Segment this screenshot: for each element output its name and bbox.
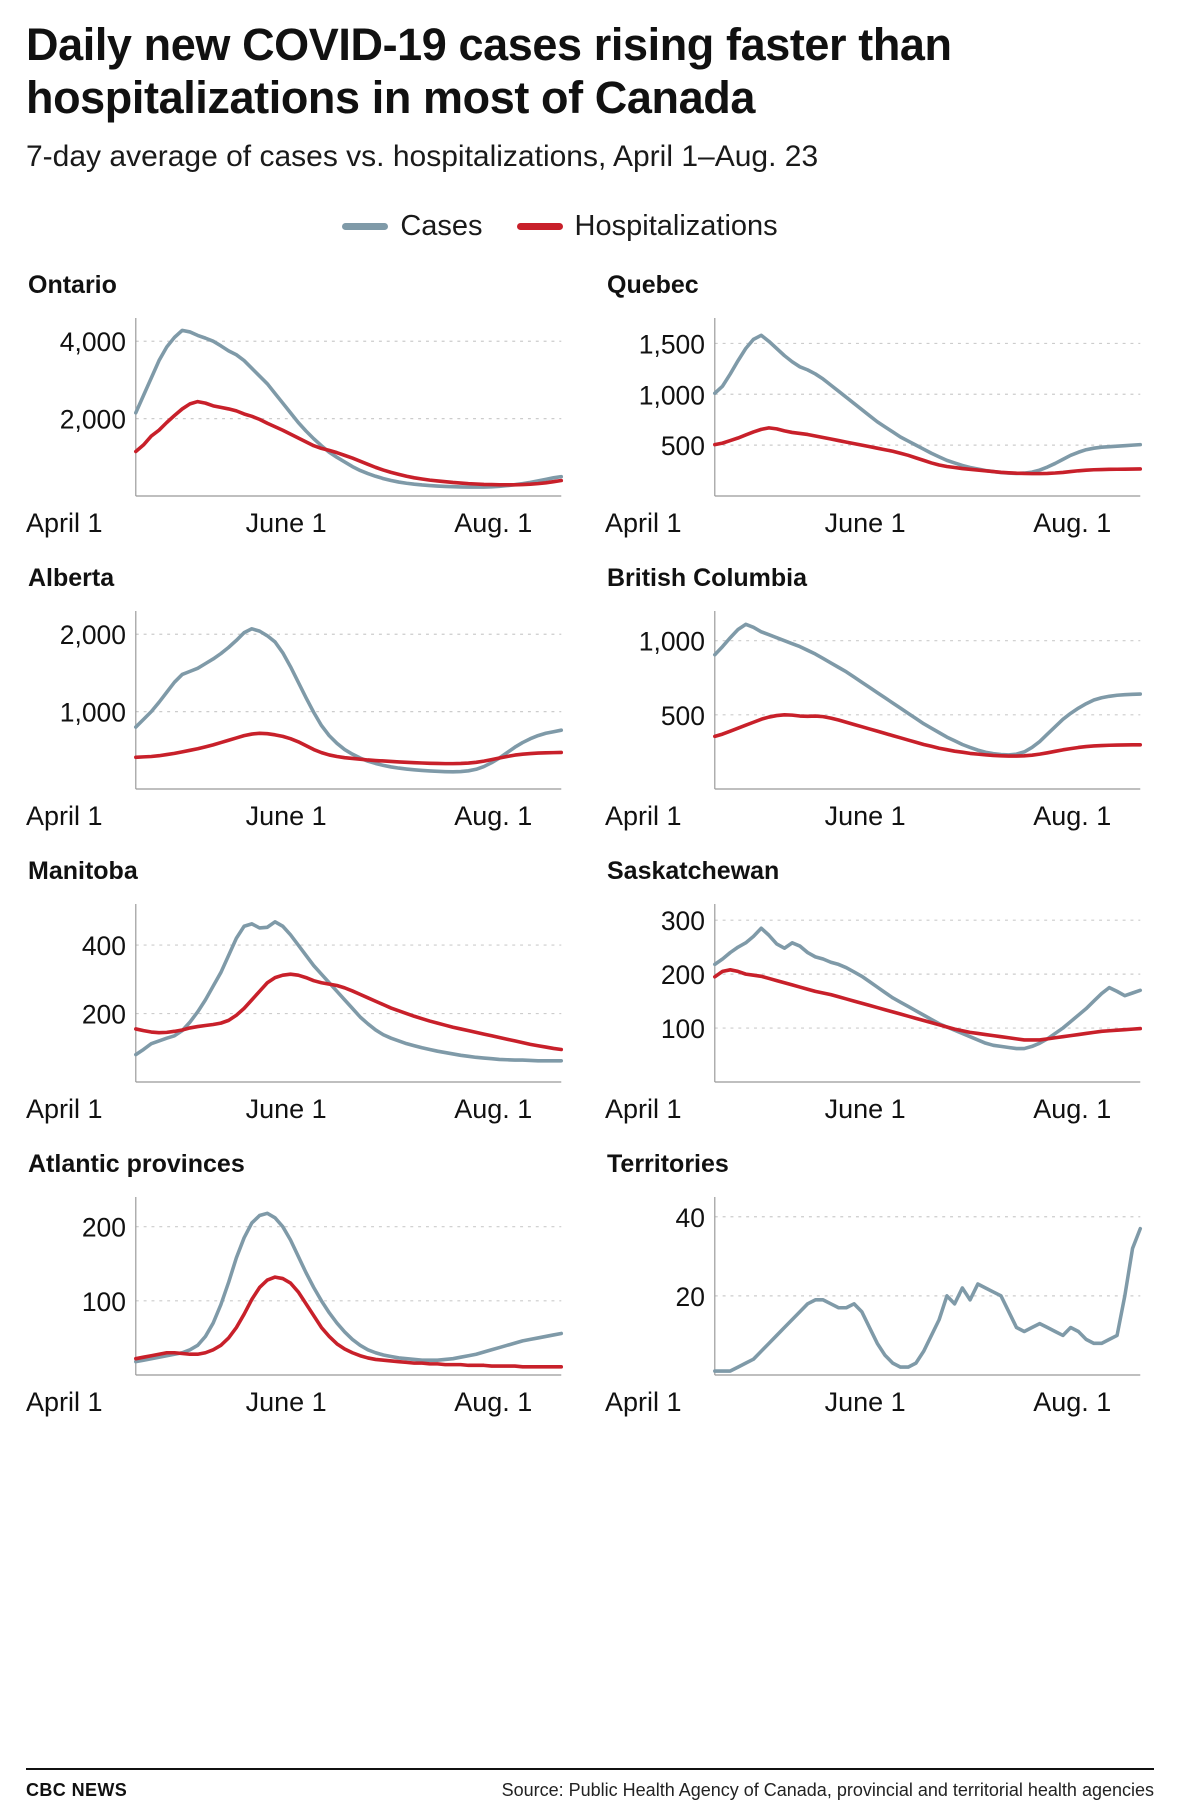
y-tick-label: 200 xyxy=(81,998,126,1030)
y-tick-label: 2,000 xyxy=(59,404,126,435)
x-tick-label: Aug. 1 xyxy=(454,507,533,538)
series-line-cases xyxy=(136,1213,561,1361)
line-chart xyxy=(605,892,1154,1092)
plot-area xyxy=(26,1185,575,1385)
series-line-cases xyxy=(715,624,1140,755)
x-tick-label: Aug. 1 xyxy=(454,1093,533,1124)
plot-area xyxy=(26,892,575,1092)
y-tick-label: 1,000 xyxy=(59,697,126,728)
panel-manitoba xyxy=(26,857,575,1140)
line-chart xyxy=(605,1185,1154,1385)
series-line-cases xyxy=(715,1228,1140,1370)
x-tick-label: April 1 xyxy=(605,1093,682,1124)
y-tick-label: 40 xyxy=(675,1202,705,1233)
x-tick-label: June 1 xyxy=(245,800,327,831)
panel-title: Manitoba xyxy=(28,856,138,885)
plot-area xyxy=(605,892,1154,1092)
series-line-cases xyxy=(136,330,561,487)
y-tick-label: 300 xyxy=(660,905,705,936)
x-tick-label: April 1 xyxy=(26,800,103,831)
x-tick-label: June 1 xyxy=(824,1093,906,1124)
panel-title: Alberta xyxy=(28,563,115,592)
x-tick-label: April 1 xyxy=(605,507,682,538)
x-axis-labels xyxy=(605,801,1154,847)
plot-area xyxy=(605,599,1154,799)
x-tick-label: April 1 xyxy=(605,800,682,831)
y-tick-label: 500 xyxy=(660,700,705,731)
legend-item-hospitalizations xyxy=(517,210,778,243)
x-tick-label: April 1 xyxy=(26,1093,103,1124)
x-tick-label: Aug. 1 xyxy=(1033,800,1112,831)
plot-area xyxy=(605,306,1154,506)
footer xyxy=(26,1768,1154,1801)
y-tick-label: 1,000 xyxy=(638,626,705,657)
x-tick-label: Aug. 1 xyxy=(454,800,533,831)
panel-british-columbia xyxy=(605,564,1154,847)
series-line-cases xyxy=(715,928,1140,1048)
y-tick-label: 100 xyxy=(660,1013,705,1044)
line-chart xyxy=(605,306,1154,506)
panel-ontario xyxy=(26,271,575,554)
plot-area xyxy=(26,306,575,506)
chart-legend xyxy=(26,210,1154,243)
x-tick-label: April 1 xyxy=(605,1386,682,1417)
x-tick-label: June 1 xyxy=(245,1386,327,1417)
legend-item-cases xyxy=(342,210,482,243)
panel-atlantic-provinces xyxy=(26,1150,575,1433)
y-tick-label: 1,000 xyxy=(638,379,705,411)
y-tick-label: 500 xyxy=(660,430,705,461)
line-chart xyxy=(605,599,1154,799)
plot-area xyxy=(26,599,575,799)
x-tick-label: June 1 xyxy=(245,507,327,538)
y-tick-label: 100 xyxy=(81,1286,126,1317)
x-tick-label: Aug. 1 xyxy=(454,1386,533,1417)
source-note: Source: Public Health Agency of Canada, provincial and territorial health agencies xyxy=(501,1780,1154,1800)
y-tick-label: 200 xyxy=(81,1212,126,1243)
y-tick-label: 2,000 xyxy=(59,619,126,650)
y-tick-label: 4,000 xyxy=(59,326,126,357)
x-axis-labels xyxy=(605,1094,1154,1140)
panel-title: Atlantic provinces xyxy=(28,1149,245,1178)
x-axis-labels xyxy=(26,1094,575,1140)
series-line-hospitalizations xyxy=(136,401,561,484)
series-line-cases xyxy=(715,335,1140,473)
x-tick-label: April 1 xyxy=(26,1386,103,1417)
small-multiples-grid xyxy=(26,271,1154,1433)
legend-label-cases: Cases xyxy=(400,209,483,242)
panel-saskatchewan xyxy=(605,857,1154,1140)
panel-title: Saskatchewan xyxy=(607,856,780,885)
x-tick-label: Aug. 1 xyxy=(1033,507,1112,538)
panel-title: Quebec xyxy=(607,270,699,299)
x-tick-label: June 1 xyxy=(824,800,906,831)
page-subtitle: 7-day average of cases vs. hospitalizations, April 1–Aug. 23 xyxy=(26,140,819,174)
x-tick-label: June 1 xyxy=(824,1386,906,1417)
x-tick-label: Aug. 1 xyxy=(1033,1386,1112,1417)
x-tick-label: June 1 xyxy=(245,1093,327,1124)
panel-alberta xyxy=(26,564,575,847)
plot-area xyxy=(605,1185,1154,1385)
series-line-hospitalizations xyxy=(715,969,1140,1039)
legend-swatch-hospitalizations xyxy=(517,223,563,230)
series-line-hospitalizations xyxy=(136,733,561,763)
x-tick-label: June 1 xyxy=(824,507,906,538)
panel-title: Ontario xyxy=(28,270,117,299)
x-axis-labels xyxy=(26,801,575,847)
x-axis-labels xyxy=(605,1387,1154,1433)
series-line-hospitalizations xyxy=(715,715,1140,756)
x-axis-labels xyxy=(26,1387,575,1433)
y-tick-label: 1,500 xyxy=(638,328,705,360)
legend-swatch-cases xyxy=(342,223,388,230)
panel-territories xyxy=(605,1150,1154,1433)
x-axis-labels xyxy=(605,508,1154,554)
y-tick-label: 200 xyxy=(660,959,705,990)
brand-label: CBC NEWS xyxy=(26,1780,128,1800)
series-line-hospitalizations xyxy=(136,1277,561,1367)
line-chart xyxy=(26,599,575,799)
panel-title: British Columbia xyxy=(607,563,808,592)
line-chart xyxy=(26,1185,575,1385)
panel-quebec xyxy=(605,271,1154,554)
x-axis-labels xyxy=(26,508,575,554)
x-tick-label: Aug. 1 xyxy=(1033,1093,1112,1124)
line-chart xyxy=(26,892,575,1092)
y-tick-label: 20 xyxy=(675,1281,705,1312)
y-tick-label: 400 xyxy=(81,930,126,961)
x-tick-label: April 1 xyxy=(26,507,103,538)
panel-title: Territories xyxy=(607,1149,729,1178)
legend-label-hospitalizations: Hospitalizations xyxy=(574,209,778,242)
series-line-cases xyxy=(136,628,561,771)
page-title: Daily new COVID-19 cases rising faster than hospitalizations in most of Canada xyxy=(26,19,952,124)
line-chart xyxy=(26,306,575,506)
